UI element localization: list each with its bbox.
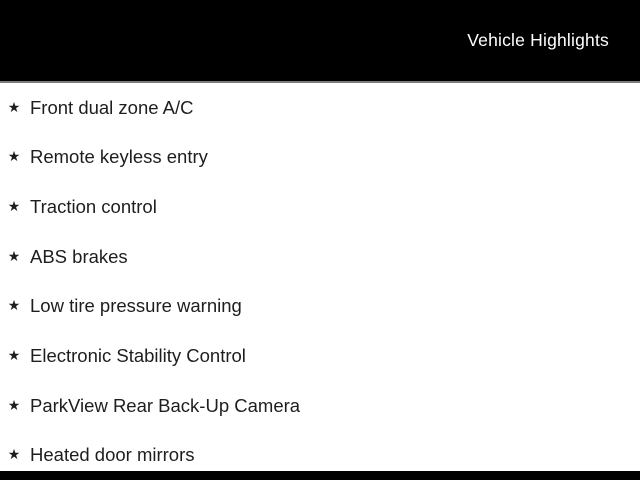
header-bar <box>0 0 640 83</box>
list-item-label: Heated door mirrors <box>30 444 195 466</box>
star-icon: ★ <box>7 298 21 315</box>
list-item-label: Front dual zone A/C <box>30 96 194 118</box>
list-item <box>0 133 640 183</box>
footer-bar <box>0 471 640 480</box>
list-item <box>0 232 640 282</box>
page-title: Vehicle Highlights <box>467 30 609 50</box>
list-item <box>0 182 640 232</box>
list-item-label: Electronic Stability Control <box>30 344 246 366</box>
list-item <box>0 83 640 133</box>
star-icon: ★ <box>7 149 21 166</box>
list-item <box>0 331 640 381</box>
list-item <box>0 282 640 332</box>
list-item-label: ABS brakes <box>30 245 128 267</box>
star-icon: ★ <box>7 397 21 414</box>
star-icon: ★ <box>7 99 21 116</box>
list-item-label: ParkView Rear Back-Up Camera <box>30 394 301 416</box>
star-icon: ★ <box>7 248 21 265</box>
star-icon: ★ <box>7 347 21 364</box>
star-icon: ★ <box>7 447 21 464</box>
star-icon: ★ <box>7 199 21 216</box>
highlights-list <box>0 83 640 480</box>
list-item-label: Low tire pressure warning <box>30 295 242 317</box>
list-item <box>0 381 640 431</box>
list-item-label: Traction control <box>30 196 157 218</box>
list-item-label: Remote keyless entry <box>30 146 208 168</box>
